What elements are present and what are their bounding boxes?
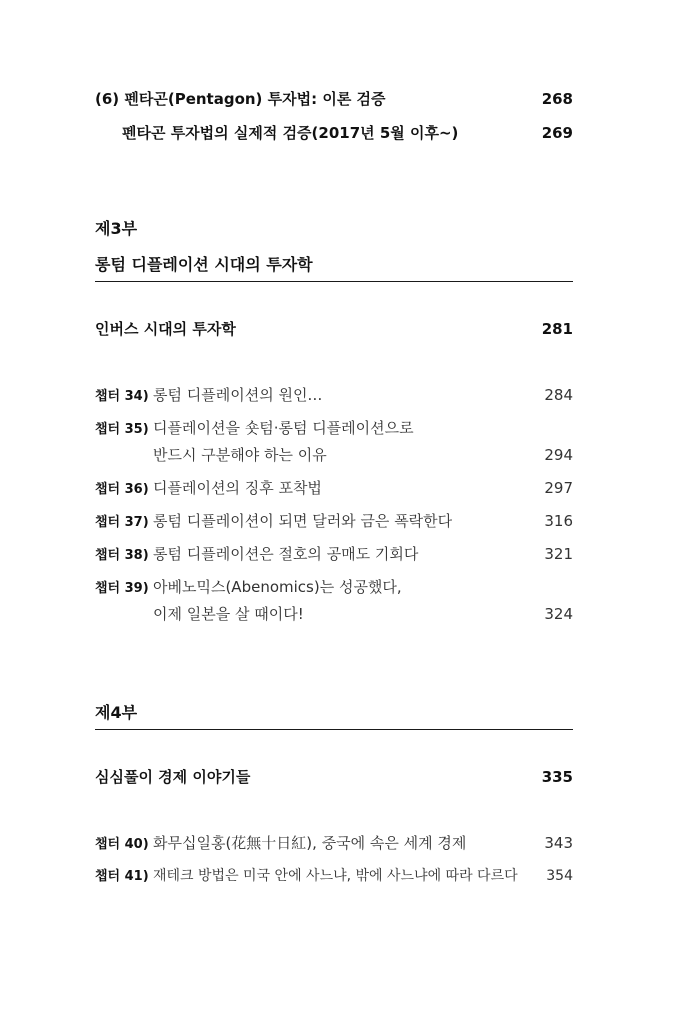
part-divider: [95, 281, 573, 282]
chapter-number: 챕터 35): [95, 422, 149, 437]
section-title: 인버스 시대의 투자학: [95, 320, 236, 338]
chapter-title: 반드시 구분해야 하는 이유: [153, 446, 327, 464]
part-label-text: 제3부: [95, 219, 138, 238]
toc-section: [95, 766, 573, 787]
toc-page-number: 268: [541, 90, 573, 108]
toc-page-number: 321: [544, 545, 573, 563]
chapter-entry: [95, 417, 573, 438]
chapter-title: 롱텀 디플레이션의 원인…: [153, 386, 323, 404]
chapter-title: 이제 일본을 살 때이다!: [153, 605, 304, 623]
chapter-title: 디플레이션을 숏텀·롱텀 디플레이션으로: [153, 419, 414, 437]
chapter-entry: [95, 384, 573, 405]
chapter-entry: [95, 576, 573, 597]
toc-page-number: 294: [544, 446, 573, 464]
chapter-number: 챕터 39): [95, 581, 149, 596]
chapter-entry: [95, 543, 573, 564]
chapter-number: 챕터 41): [95, 869, 149, 884]
toc-entry: [95, 122, 573, 143]
part-title-text: 롱텀 디플레이션 시대의 투자학: [95, 255, 313, 274]
part-label-text: 제4부: [95, 703, 138, 722]
toc-entry: [95, 88, 573, 109]
part-label: [95, 700, 573, 723]
chapter-title: 롱텀 디플레이션이 되면 달러와 금은 폭락한다: [153, 512, 453, 530]
chapter-entry-continuation: [95, 603, 573, 624]
chapter-entry: [95, 832, 573, 853]
toc-page-number: 269: [541, 124, 573, 142]
toc-page-number: 324: [544, 605, 573, 623]
chapter-number: 챕터 36): [95, 482, 149, 497]
section-title: 심심풀이 경제 이야기들: [95, 768, 251, 786]
part-label: [95, 216, 573, 239]
toc-entry-title: 펜타곤 투자법의 실제적 검증(2017년 5월 이후~): [122, 124, 459, 142]
toc-page-number: 284: [544, 386, 573, 404]
chapter-entry: [95, 510, 573, 531]
chapter-entry: [95, 477, 573, 498]
chapter-number: 챕터 40): [95, 837, 149, 852]
toc-section: [95, 318, 573, 339]
chapter-number: 챕터 38): [95, 548, 149, 563]
toc-page-number: 316: [544, 512, 573, 530]
chapter-title: 디플레이션의 징후 포착법: [153, 479, 322, 497]
toc-entry-title: (6) 펜타곤(Pentagon) 투자법: 이론 검증: [95, 90, 386, 108]
toc-page-number: 335: [541, 768, 573, 786]
toc-page-number: 343: [544, 834, 573, 852]
part-title: [95, 252, 573, 275]
toc-page-number: 297: [544, 479, 573, 497]
toc-page-number: 354: [546, 868, 573, 884]
chapter-entry-continuation: [95, 444, 573, 465]
chapter-title: 재테크 방법은 미국 안에 사느냐, 밖에 사느냐에 따라 다르다: [153, 868, 518, 884]
chapter-title: 아베노믹스(Abenomics)는 성공했다,: [153, 578, 402, 596]
chapter-title: 화무십일홍(花無十日紅), 중국에 속은 세계 경제: [153, 834, 467, 852]
toc-page-number: 281: [541, 320, 573, 338]
chapter-entry: [95, 865, 573, 885]
part-divider: [95, 729, 573, 730]
chapter-title: 롱텀 디플레이션은 절호의 공매도 기회다: [153, 545, 419, 563]
chapter-number: 챕터 37): [95, 515, 149, 530]
chapter-number: 챕터 34): [95, 389, 149, 404]
